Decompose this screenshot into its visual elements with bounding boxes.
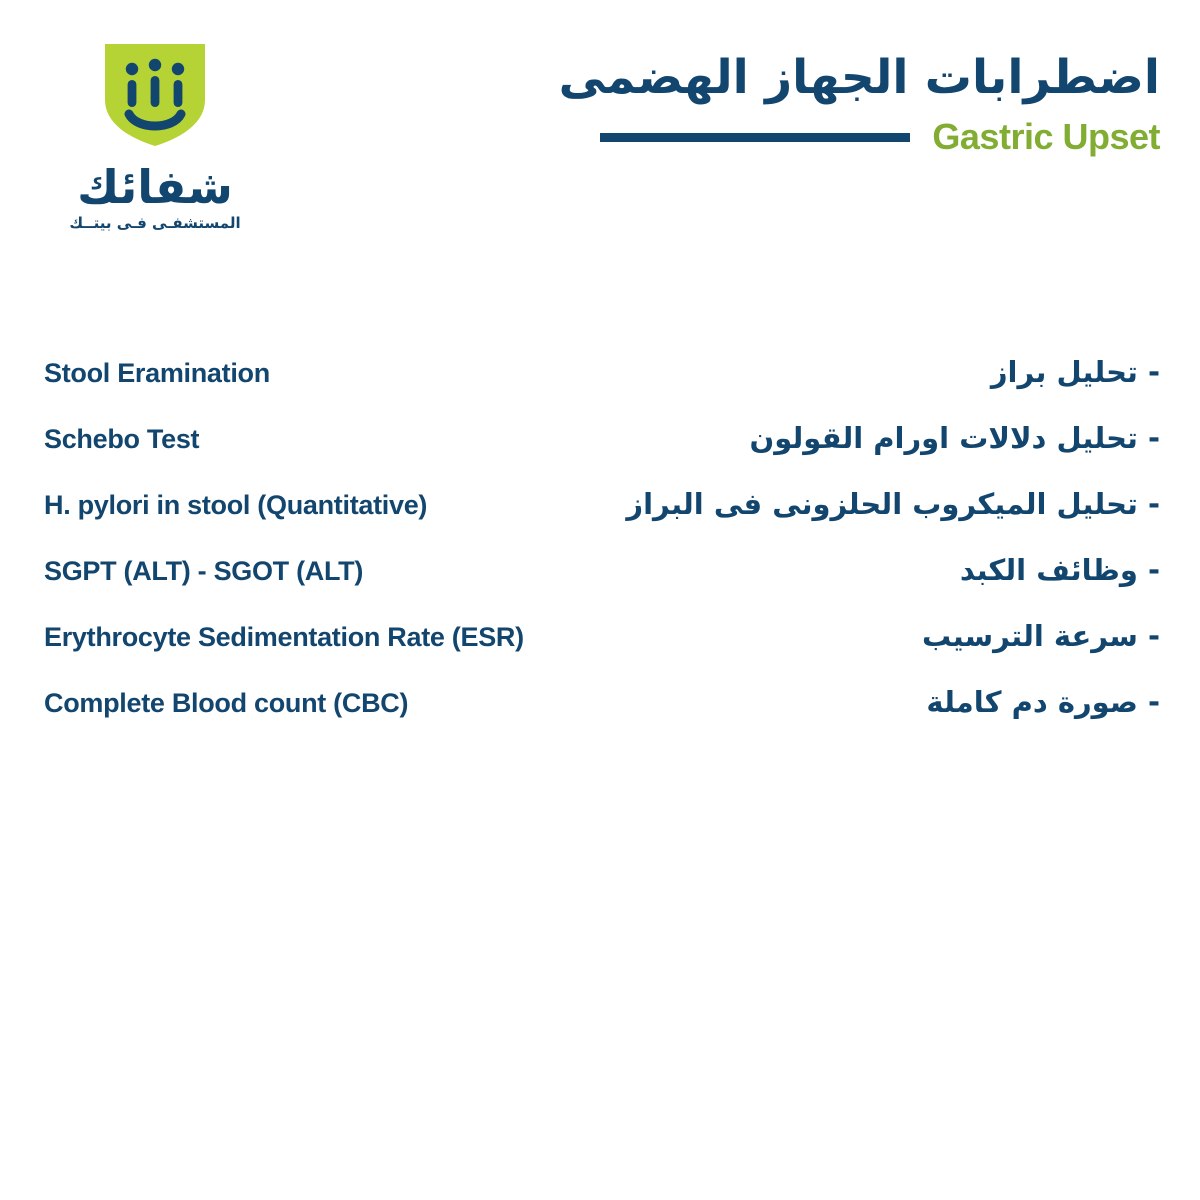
- test-name-english: H. pylori in stool (Quantitative): [44, 490, 428, 520]
- list-item: [44, 685, 1160, 754]
- test-name-arabic: - تحليل براز: [990, 355, 1160, 389]
- list-item: [44, 487, 1160, 556]
- title-underline-rule: [600, 133, 910, 142]
- test-name-arabic: - سرعة الترسيب: [922, 619, 1160, 653]
- test-name-arabic: - صورة دم كاملة: [926, 685, 1160, 719]
- header-subtitle-row: [600, 117, 1160, 157]
- list-item: [44, 355, 1160, 424]
- brand-name: شفائك: [77, 160, 233, 214]
- list-item: [44, 619, 1160, 688]
- brand-tagline: المستشفـى فـى بيتــك: [69, 214, 241, 232]
- test-name-english: Stool Eramination: [44, 358, 270, 388]
- page-title-arabic: اضطرابات الجهاز الهضمى: [558, 50, 1160, 105]
- list-item: [44, 421, 1160, 490]
- header: [558, 50, 1160, 158]
- list-item: [44, 553, 1160, 622]
- test-name-english: Schebo Test: [44, 424, 200, 454]
- brand-block: [40, 44, 270, 231]
- smiling-face-shield-logo-icon: [105, 44, 205, 146]
- test-name-english: Complete Blood count (CBC): [44, 688, 409, 718]
- page-title-english: Gastric Upset: [932, 116, 1160, 158]
- test-name-arabic: - وظائف الكبد: [959, 553, 1160, 587]
- test-name-arabic: - تحليل الميكروب الحلزونى فى البراز: [626, 487, 1160, 521]
- test-name-english: Erythrocyte Sedimentation Rate (ESR): [44, 622, 524, 652]
- test-name-english: SGPT (ALT) - SGOT (ALT): [44, 556, 364, 586]
- test-list: [44, 355, 1160, 754]
- test-name-arabic: - تحليل دلالات اورام القولون: [749, 421, 1160, 455]
